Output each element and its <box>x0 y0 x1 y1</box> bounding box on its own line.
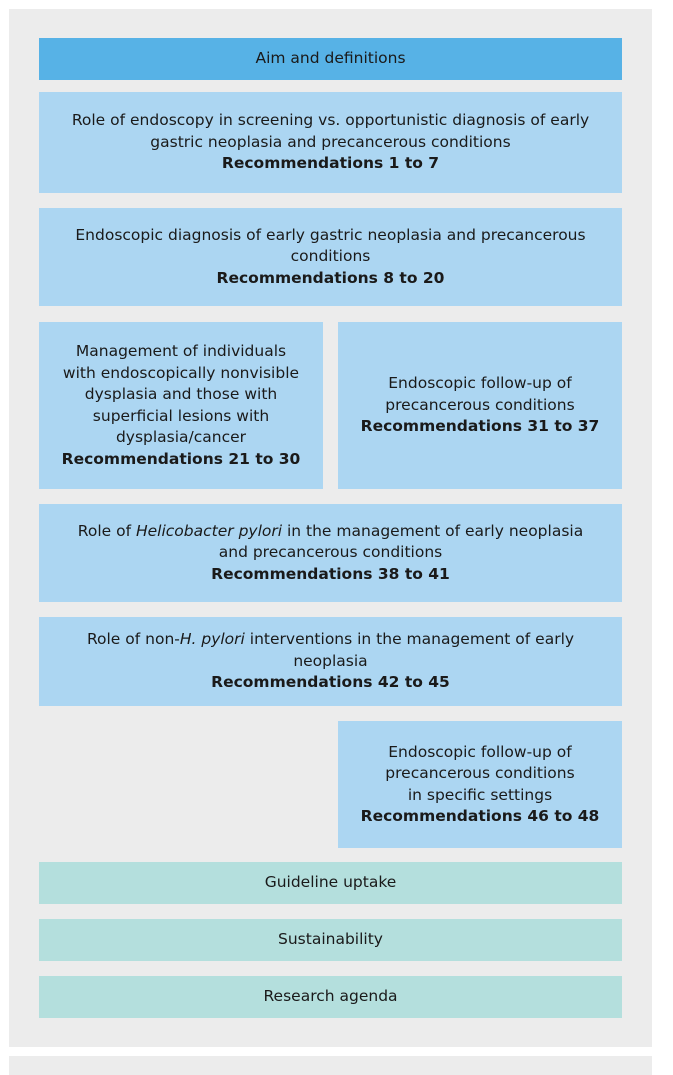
non-hpylori-box <box>39 617 622 706</box>
research-agenda-label: Research agenda <box>263 987 398 1006</box>
hpylori-line-1-pre: Role of <box>77 521 136 540</box>
non-hpylori-line-1 <box>87 629 574 651</box>
screening-recommendations: Recommendations 1 to 7 <box>221 154 440 173</box>
management-box <box>39 322 323 489</box>
followup-box <box>338 322 622 489</box>
diagnosis-line-1: Endoscopic diagnosis of early gastric neoplasia and precancerous <box>75 225 586 244</box>
non-hpylori-line-1-post: interventions in the management of early <box>244 630 575 649</box>
aim-definitions-box <box>39 38 622 80</box>
diagnosis-box <box>39 208 622 306</box>
aim-definitions-label: Aim and definitions <box>255 49 406 68</box>
followup-line-1: Endoscopic follow-up of <box>388 374 572 393</box>
non-hpylori-line-2: neoplasia <box>293 651 368 670</box>
non-hpylori-recommendations: Recommendations 42 to 45 <box>211 673 450 692</box>
non-hpylori-line-1-pre: Role of non- <box>86 630 180 649</box>
management-recommendations: Recommendations 21 to 30 <box>61 449 301 468</box>
screening-line-2: gastric neoplasia and precancerous conditions <box>150 132 511 151</box>
hpylori-recommendations: Recommendations 38 to 41 <box>211 564 450 583</box>
hpylori-line-1-post: in the management of early neoplasia <box>282 521 584 540</box>
management-line-1: Management of individuals <box>75 342 287 360</box>
hpylori-line-1 <box>78 521 583 543</box>
management-line-3: dysplasia and those with <box>84 385 278 403</box>
diagnosis-line-2: conditions <box>290 247 371 266</box>
specific-line-3: in specific settings <box>407 785 553 804</box>
management-line-4: superficial lesions with <box>92 406 270 425</box>
management-line-2: with endoscopically nonvisible <box>62 363 300 382</box>
screening-line-1: Role of endoscopy in screening vs. opportunistic diagnosis of early <box>71 111 590 130</box>
hpylori-italic-term: Helicobacter pylori <box>135 521 283 540</box>
followup-line-2: precancerous conditions <box>385 395 575 414</box>
sustainability-label: Sustainability <box>278 930 383 949</box>
management-line-5: dysplasia/cancer <box>115 428 247 446</box>
screening-box <box>39 92 622 193</box>
hpylori-line-2: and precancerous conditions <box>218 543 443 562</box>
hpylori-box <box>39 504 622 602</box>
guideline-uptake-box <box>39 862 622 904</box>
followup-recommendations: Recommendations 31 to 37 <box>360 417 600 436</box>
research-agenda-box <box>39 976 622 1018</box>
diagnosis-recommendations: Recommendations 8 to 20 <box>216 268 445 287</box>
specific-recommendations: Recommendations 46 to 48 <box>360 807 600 825</box>
guideline-uptake-label: Guideline uptake <box>264 873 397 892</box>
specific-line-1: Endoscopic follow-up of <box>388 742 572 761</box>
specific-settings-box <box>338 721 622 848</box>
sustainability-box <box>39 919 622 961</box>
non-hpylori-italic-term: H. pylori <box>179 630 245 649</box>
lower-panel <box>9 1056 652 1075</box>
specific-line-2: precancerous conditions <box>385 764 575 782</box>
